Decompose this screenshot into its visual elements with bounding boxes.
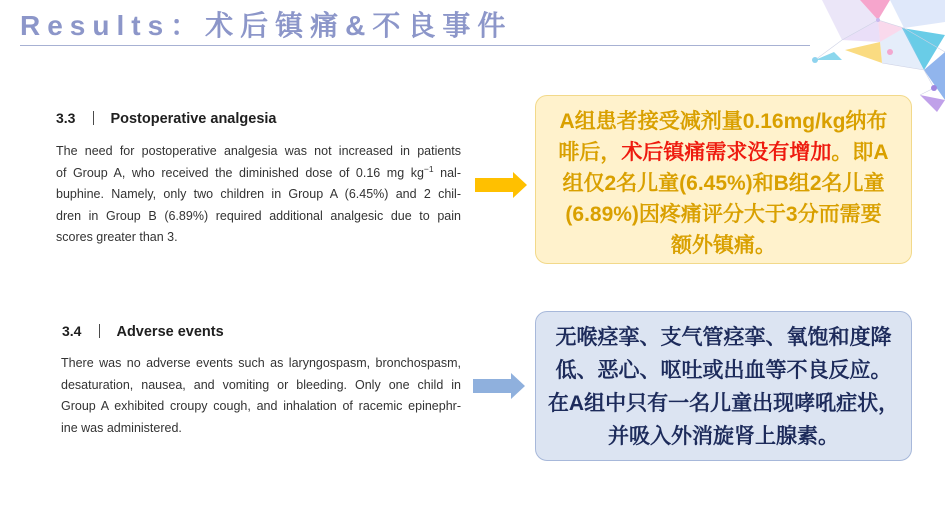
title-underline bbox=[20, 45, 810, 46]
adverse-events-callout bbox=[535, 311, 912, 461]
section-adverse-events-heading bbox=[62, 322, 224, 340]
paragraph-line: desaturation, nausea, and vomiting or bleeding. Only one child in bbox=[61, 377, 461, 392]
callout-highlight: 术后镇痛需求没有增加 bbox=[621, 140, 832, 164]
heading-divider bbox=[99, 324, 100, 338]
callout-line: 无喉痉挛、支气管痉挛、氧饱和度降 bbox=[555, 326, 892, 349]
section-number: 3.3 bbox=[56, 110, 76, 126]
paragraph-line: There was no adverse events such as laryngospasm, bronchospasm, bbox=[61, 356, 461, 370]
decor-triangle bbox=[890, 0, 945, 28]
superscript: −1 bbox=[423, 163, 434, 174]
decor-dot bbox=[876, 18, 880, 22]
callout-text: 啡后， bbox=[558, 140, 622, 164]
callout-text: 。即A bbox=[831, 140, 889, 164]
section-number: 3.4 bbox=[62, 323, 82, 339]
section-analgesia-heading bbox=[56, 109, 276, 127]
paragraph-line bbox=[56, 163, 461, 185]
section-title: Postoperative analgesia bbox=[110, 111, 277, 127]
callout-line: 并吸入外消旋肾上腺素。 bbox=[608, 425, 839, 448]
right-arrow-icon bbox=[473, 373, 525, 399]
analgesia-paragraph bbox=[56, 141, 461, 249]
decor-triangle bbox=[920, 95, 945, 112]
callout-line: 额外镇痛。 bbox=[671, 233, 776, 257]
line-text: nal- bbox=[433, 165, 461, 180]
paragraph-line: Group A exhibited croupy cough, and inhalation of racemic epinephr- bbox=[61, 399, 461, 413]
callout-line bbox=[536, 137, 911, 168]
decor-dot bbox=[887, 49, 893, 55]
callout-line: 低、恶心、呕吐或出血等不良反应。 bbox=[555, 359, 892, 382]
decor-triangle bbox=[815, 52, 842, 60]
analgesia-callout bbox=[535, 95, 912, 264]
callout-line: A组患者接受减剂量0.16mg/kg纳布 bbox=[559, 109, 888, 133]
section-title: Adverse events bbox=[116, 324, 224, 340]
adverse-events-paragraph bbox=[61, 353, 461, 439]
slide-title: Results：术后镇痛&不良事件 bbox=[20, 10, 513, 41]
decor-dot bbox=[931, 85, 937, 91]
heading-divider bbox=[93, 111, 94, 125]
paragraph-line: ine was administered. bbox=[61, 420, 182, 435]
paragraph-line: The need for postoperative analgesia was not increased in patients bbox=[56, 144, 461, 158]
paragraph-line: buphine. Namely, only two children in Group A (6.45%) and 2 chil- bbox=[56, 187, 461, 201]
callout-line: 组仅2名儿童(6.45%)和B组2名儿童 bbox=[562, 171, 885, 195]
decor-dot bbox=[812, 57, 818, 63]
line-text: of Group A, who received the diminished dose of 0.16 mg kg bbox=[56, 165, 424, 180]
right-arrow-icon bbox=[475, 172, 527, 198]
paragraph-line: dren in Group B (6.89%) required additional analgesic due to pain bbox=[56, 208, 461, 223]
paragraph-line: scores greater than 3. bbox=[56, 230, 178, 244]
callout-line: 在A组中只有一名儿童出现哮吼症状， bbox=[547, 392, 900, 415]
decor-triangle bbox=[845, 42, 882, 63]
callout-line: (6.89%)因疼痛评分大于3分而需要 bbox=[565, 202, 882, 226]
decor-line bbox=[882, 63, 934, 95]
